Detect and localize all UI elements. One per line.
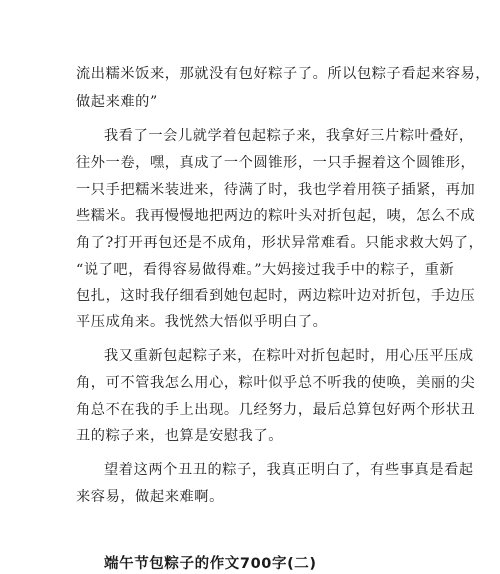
paragraph-3-line-1: 我又重新包起粽子来，在粽叶对折包起时，用心压平压成 bbox=[104, 348, 474, 364]
paragraph-3-line-2: 角，可不管我怎么用心，粽叶似乎总不听我的使唤，美丽的尖 bbox=[76, 375, 476, 391]
paragraph-1-line-1: 流出糯米饭来，那就没有包好粽子了。所以包粽子看起来容易， bbox=[76, 66, 491, 82]
paragraph-2-line-6: “说了吧，看得容易做得难。”大妈接过我手中的粽子，重新 bbox=[76, 262, 455, 278]
paragraph-2-line-8: 平压成角来。我恍然大悟似乎明白了。 bbox=[76, 314, 328, 330]
paragraph-2-line-1: 我看了一会儿就学着包起粽子来，我拿好三片粽叶叠好， bbox=[104, 128, 474, 144]
paragraph-3-line-3: 角总不在我的手上出现。几经努力，最后总算包好两个形状丑 bbox=[76, 402, 476, 418]
paragraph-3-line-4: 丑的粽子来，也算是安慰我了。 bbox=[76, 428, 284, 444]
paragraph-2-line-5: 角了?打开再包还是不成角，形状异常难看。只能求救大妈了， bbox=[76, 235, 484, 251]
paragraph-2-line-7: 包扎，这时我仔细看到她包起时，两边粽叶边对折包，手边压 bbox=[76, 288, 476, 304]
paragraph-1-line-2: 做起来难的” bbox=[76, 94, 158, 110]
paragraph-2-line-3: 一只手把糯米装进来，待满了时，我也学着用筷子插紧，再加 bbox=[76, 182, 476, 198]
section-heading: 端午节包粽子的作文700字(二) bbox=[104, 556, 317, 572]
paragraph-4-line-2: 来容易，做起来难啊。 bbox=[76, 489, 224, 505]
paragraph-4-line-1: 望着这两个丑丑的粽子，我真正明白了，有些事真是看起 bbox=[104, 462, 474, 478]
paragraph-2-line-2: 往外一卷，嘿，真成了一个圆锥形，一只手握着这个圆锥形， bbox=[76, 155, 476, 171]
paragraph-2-line-4: 些糯米。我再慢慢地把两边的粽叶头对折包起，咦，怎么不成 bbox=[76, 208, 476, 224]
